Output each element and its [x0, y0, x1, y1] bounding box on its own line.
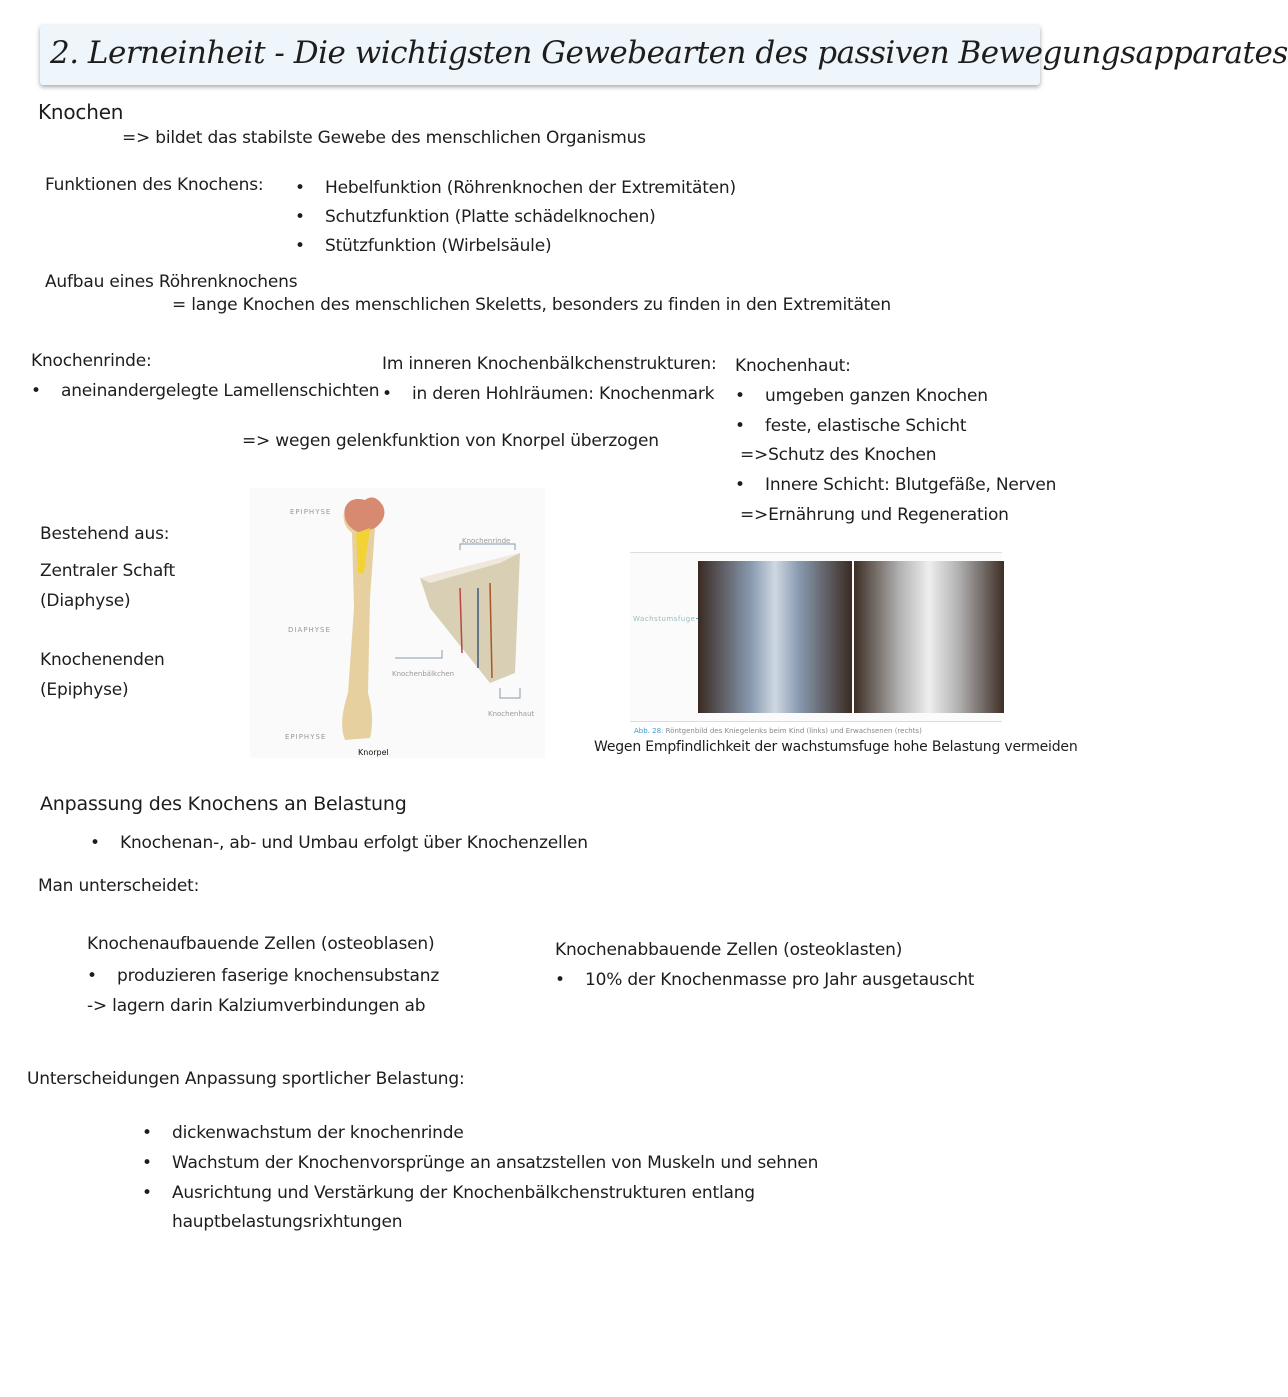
- list-item: • feste, elastische Schicht: [765, 416, 966, 436]
- bone-illustration: [250, 488, 545, 758]
- list-item: • in deren Hohlräumen: Knochenmark: [412, 384, 714, 404]
- list-item: • 10% der Knochenmasse pro Jahr ausgetauscht: [585, 970, 974, 990]
- heading-innen: Im inneren Knochenbälkchenstrukturen:: [382, 354, 717, 374]
- list-item: • umgeben ganzen Knochen: [765, 386, 988, 406]
- text: =>Schutz des Knochen: [740, 445, 937, 465]
- xray-note: Wegen Empfindlichkeit der wachstumsfuge hohe Belastung vermeiden: [594, 739, 1078, 755]
- label-funktionen: Funktionen des Knochens:: [45, 175, 264, 195]
- bone-diagram: [250, 488, 545, 758]
- label: DIAPHYSE: [288, 626, 331, 634]
- heading-bestehend: Bestehend aus:: [40, 524, 170, 544]
- xray-figure: [630, 552, 1002, 722]
- list-item: • Wachstum der Knochenvorsprünge an ansatzstellen von Muskeln und sehnen: [172, 1153, 818, 1173]
- heading-haut: Knochenhaut:: [735, 356, 851, 376]
- text: -> lagern darin Kalziumverbindungen ab: [87, 996, 426, 1016]
- list-item: • Knochenan-, ab- und Umbau erfolgt über Knochenzellen: [120, 833, 588, 853]
- list-item: • Innere Schicht: Blutgefäße, Nerven: [765, 475, 1056, 495]
- label: EPIPHYSE: [285, 733, 327, 741]
- label: Knorpel: [358, 748, 389, 757]
- text: = lange Knochen des menschlichen Skeletts, besonders zu finden in den Extremitäten: [172, 295, 891, 315]
- list-item: • produzieren faserige knochensubstanz: [117, 966, 439, 986]
- xray-adult: [854, 561, 1004, 713]
- list-item: • dickenwachstum der knochenrinde: [172, 1123, 464, 1143]
- heading-knochen: Knochen: [38, 100, 124, 124]
- heading-abbauend: Knochenabbauende Zellen (osteoklasten): [555, 940, 903, 960]
- text: => wegen gelenkfunktion von Knorpel überzogen: [242, 431, 659, 451]
- caption-prefix: Abb. 28:: [634, 727, 664, 735]
- text: Knochenenden: [40, 650, 165, 670]
- page-title: 2. Lerneinheit - Die wichtigsten Gewebearten des passiven Bewegungsapparates: [50, 35, 1288, 71]
- label: Knochenrinde: [462, 537, 511, 545]
- title-banner: [40, 25, 1288, 85]
- label: Knochenhaut: [488, 710, 535, 718]
- label: Knochenbälkchen: [392, 670, 455, 678]
- list-item: • Schutzfunktion (Platte schädelknochen): [325, 207, 656, 227]
- caption-text: Röntgenbild des Kniegelenks beim Kind (links) und Erwachsenen (rechts): [665, 727, 922, 735]
- figure-caption: [634, 727, 922, 735]
- heading-sport: Unterscheidungen Anpassung sportlicher Belastung:: [27, 1069, 465, 1089]
- list-item: • Ausrichtung und Verstärkung der Knochenbälkchenstrukturen entlang: [172, 1183, 755, 1203]
- text: hauptbelastungsrixhtungen: [172, 1212, 403, 1232]
- heading-aufbauend: Knochenaufbauende Zellen (osteoblasen): [87, 934, 435, 954]
- heading-anpassung: Anpassung des Knochens an Belastung: [40, 793, 407, 815]
- text: (Epiphyse): [40, 680, 129, 700]
- list-item: • Stützfunktion (Wirbelsäule): [325, 236, 551, 256]
- label: EPIPHYSE: [290, 508, 332, 516]
- text: Zentraler Schaft: [40, 561, 176, 581]
- text: => bildet das stabilste Gewebe des menschlichen Organismus: [122, 128, 646, 148]
- text: Man unterscheidet:: [38, 876, 200, 896]
- text: =>Ernährung und Regeneration: [740, 505, 1009, 525]
- heading-rinde: Knochenrinde:: [31, 351, 152, 371]
- heading-aufbau: Aufbau eines Röhrenknochens: [45, 272, 298, 292]
- list-item: • aneinandergelegte Lamellenschichten: [61, 381, 379, 401]
- list-item: • Hebelfunktion (Röhrenknochen der Extremitäten): [325, 178, 736, 198]
- xray-child: [698, 561, 852, 713]
- text: (Diaphyse): [40, 591, 131, 611]
- label: Wachstumsfuge: [633, 615, 696, 623]
